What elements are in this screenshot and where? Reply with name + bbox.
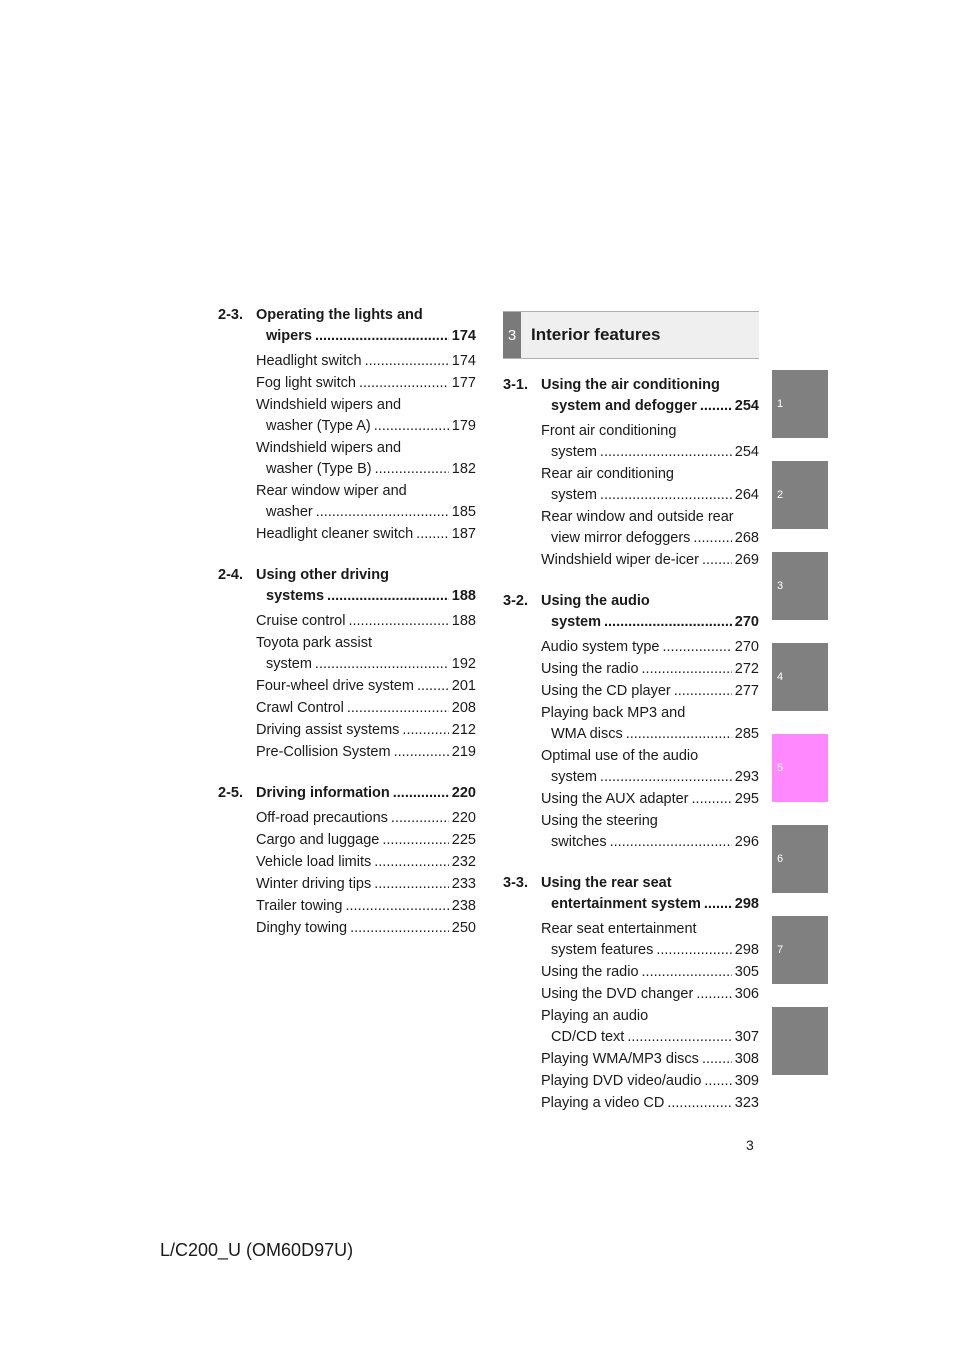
- section-title-cont: entertainment system: [551, 896, 701, 912]
- entry-title: Four-wheel drive system: [256, 678, 414, 694]
- section-heading[interactable]: [218, 783, 476, 804]
- toc-section: [503, 873, 759, 1114]
- toc-entry[interactable]: [218, 896, 476, 917]
- entry-line: [541, 464, 759, 485]
- entry-line: [256, 720, 476, 741]
- toc-entry[interactable]: [218, 481, 476, 523]
- chapter-tab-6[interactable]: 6: [772, 825, 828, 893]
- section-number: 3-2.: [503, 593, 528, 609]
- entry-page: 293: [734, 769, 759, 785]
- entry-line: [256, 808, 476, 829]
- dot-leader: [375, 459, 449, 480]
- toc-section: [218, 783, 476, 939]
- entry-page: 305: [734, 964, 759, 980]
- entry-title-cont: washer (Type B): [266, 461, 372, 477]
- entry-title: Using the radio: [541, 661, 639, 677]
- toc-section: [218, 305, 476, 545]
- section-page: 298: [734, 896, 759, 912]
- dot-leader: [627, 1027, 731, 1048]
- section-title-cont: systems: [266, 588, 325, 604]
- toc-entry[interactable]: [218, 611, 476, 632]
- entry-page: 295: [734, 791, 759, 807]
- entry-page: 179: [451, 418, 476, 434]
- entry-line: [256, 896, 476, 917]
- entry-title: Dinghy towing: [256, 920, 348, 936]
- dot-leader: [382, 830, 448, 851]
- section-page: 270: [734, 614, 759, 630]
- entry-title-cont: system: [551, 769, 597, 785]
- section-heading-line: [218, 326, 476, 347]
- entry-line: [541, 789, 759, 810]
- dot-leader: [316, 502, 449, 523]
- dot-leader: [315, 326, 449, 347]
- chapter-tab-index[interactable]: [772, 1007, 828, 1075]
- dot-leader: [693, 528, 731, 549]
- entry-page: 212: [451, 722, 476, 738]
- entry-line: [256, 502, 476, 523]
- entry-line: [256, 395, 476, 416]
- entry-title: Off-road precautions: [256, 810, 388, 826]
- entry-line: [256, 676, 476, 697]
- chapter-tab-7[interactable]: 7: [772, 916, 828, 984]
- section-title: Using the air conditioning: [541, 377, 720, 393]
- entry-title: Playing a video CD: [541, 1095, 665, 1111]
- toc-entry[interactable]: [503, 746, 759, 788]
- entry-title: Driving assist systems: [256, 722, 400, 738]
- entry-page: 182: [451, 461, 476, 477]
- entry-title: Windshield wipers and: [256, 397, 402, 413]
- toc-entry[interactable]: [218, 676, 476, 697]
- entry-line: [541, 811, 759, 832]
- section-number: 2-3.: [218, 307, 243, 323]
- entry-title-cont: switches: [551, 834, 607, 850]
- toc-entry[interactable]: [503, 1093, 759, 1114]
- section-heading-line: [218, 586, 476, 607]
- section-title-cont: system and defogger: [551, 398, 697, 414]
- toc-entry[interactable]: [503, 464, 759, 506]
- section-title-cont: wipers: [266, 328, 312, 344]
- entry-title: Rear window wiper and: [256, 483, 407, 499]
- section-title: Driving information: [256, 785, 390, 801]
- toc-entry[interactable]: [218, 874, 476, 895]
- entry-title: Rear air conditioning: [541, 466, 674, 482]
- toc-left-column: [218, 305, 476, 959]
- section-heading[interactable]: [218, 565, 476, 607]
- toc-entry[interactable]: [218, 524, 476, 545]
- entry-title: Trailer towing: [256, 898, 343, 914]
- entry-line: [541, 984, 759, 1005]
- section-heading[interactable]: [503, 591, 759, 633]
- dot-leader: [704, 894, 732, 915]
- entry-line: [541, 421, 759, 442]
- section-heading-line: [218, 783, 476, 804]
- toc-entry[interactable]: [218, 438, 476, 480]
- entry-line: [541, 767, 759, 788]
- entry-title: Using the steering: [541, 813, 658, 829]
- dot-leader: [416, 524, 449, 545]
- entry-title: Windshield wipers and: [256, 440, 402, 456]
- toc-entry[interactable]: [218, 698, 476, 719]
- dot-leader: [692, 789, 732, 810]
- section-heading-line: [503, 396, 759, 417]
- entry-line: [541, 1049, 759, 1070]
- entry-page: 264: [734, 487, 759, 503]
- dot-leader: [391, 808, 449, 829]
- chapter-title: Interior features: [531, 325, 661, 344]
- section-title-cont: system: [551, 614, 601, 630]
- section-number: 2-4.: [218, 567, 243, 583]
- dot-leader: [696, 984, 731, 1005]
- section-heading-line: [503, 591, 759, 612]
- toc-entry[interactable]: [218, 373, 476, 394]
- entry-title-cont: WMA discs: [551, 726, 623, 742]
- toc-entry[interactable]: [503, 789, 759, 810]
- toc-entry[interactable]: [218, 633, 476, 675]
- entry-page: 269: [734, 552, 759, 568]
- entry-page: 177: [451, 375, 476, 391]
- entry-line: [256, 416, 476, 437]
- dot-leader: [402, 720, 448, 741]
- section-heading-line: [218, 565, 476, 586]
- entry-line: [256, 742, 476, 763]
- entry-title: Rear window and outside rear: [541, 509, 734, 525]
- toc-entry[interactable]: [503, 919, 759, 961]
- dot-leader: [374, 852, 449, 873]
- dot-leader: [347, 698, 449, 719]
- entry-title: Cruise control: [256, 613, 346, 629]
- toc-entry[interactable]: [218, 852, 476, 873]
- entry-title: Audio system type: [541, 639, 660, 655]
- entry-title: Front air conditioning: [541, 423, 677, 439]
- entry-page: 225: [451, 832, 476, 848]
- entry-line: [541, 637, 759, 658]
- section-heading-line: [218, 305, 476, 326]
- entry-page: 307: [734, 1029, 759, 1045]
- entry-page: 306: [734, 986, 759, 1002]
- entry-line: [541, 550, 759, 571]
- dot-leader: [417, 676, 449, 697]
- dot-leader: [600, 442, 732, 463]
- entry-page: 285: [734, 726, 759, 742]
- entry-page: 188: [451, 613, 476, 629]
- entry-line: [541, 724, 759, 745]
- entry-title-cont: system features: [551, 942, 654, 958]
- toc-section: [218, 565, 476, 763]
- entry-title-cont: washer: [266, 504, 313, 520]
- entry-page: 185: [451, 504, 476, 520]
- section-page: 254: [734, 398, 759, 414]
- entry-line: [541, 1006, 759, 1027]
- entry-page: 272: [734, 661, 759, 677]
- toc-entry[interactable]: [503, 984, 759, 1005]
- entry-title: Cargo and luggage: [256, 832, 380, 848]
- dot-leader: [704, 1071, 731, 1092]
- chapter-tab-3[interactable]: 3: [772, 552, 828, 620]
- entry-title: Winter driving tips: [256, 876, 372, 892]
- entry-line: [256, 654, 476, 675]
- section-number: 2-5.: [218, 785, 243, 801]
- entry-title: Toyota park assist: [256, 635, 373, 651]
- entry-page: 308: [734, 1051, 759, 1067]
- entry-title: Playing DVD video/audio: [541, 1073, 702, 1089]
- toc-entry[interactable]: [503, 962, 759, 983]
- section-title: Using the audio: [541, 593, 650, 609]
- entry-title-cont: view mirror defoggers: [551, 530, 691, 546]
- entry-title: Rear seat entertainment: [541, 921, 697, 937]
- entry-title: Using the AUX adapter: [541, 791, 689, 807]
- entry-title: Using the radio: [541, 964, 639, 980]
- toc-entry[interactable]: [503, 703, 759, 745]
- dot-leader: [374, 874, 449, 895]
- entry-line: [541, 485, 759, 506]
- toc-entry[interactable]: [503, 637, 759, 658]
- entry-title: Headlight cleaner switch: [256, 526, 414, 542]
- entry-title: Headlight switch: [256, 353, 362, 369]
- dot-leader: [674, 681, 732, 702]
- entry-title-cont: system: [551, 487, 597, 503]
- toc-section: [503, 375, 759, 571]
- toc-entry[interactable]: [218, 918, 476, 939]
- dot-leader: [346, 896, 449, 917]
- entry-line: [541, 442, 759, 463]
- dot-leader: [700, 396, 732, 417]
- section-number: 3-3.: [503, 875, 528, 891]
- entry-title: Windshield wiper de-icer: [541, 552, 699, 568]
- entry-page: 254: [734, 444, 759, 460]
- section-page: 174: [451, 328, 476, 344]
- entry-page: 220: [451, 810, 476, 826]
- dot-leader: [600, 767, 732, 788]
- entry-line: [541, 528, 759, 549]
- section-page: 188: [451, 588, 476, 604]
- toc-entry[interactable]: [218, 351, 476, 372]
- entry-page: 268: [734, 530, 759, 546]
- entry-line: [541, 703, 759, 724]
- dot-leader: [393, 783, 449, 804]
- entry-title: Vehicle load limits: [256, 854, 372, 870]
- section-heading-line: [503, 612, 759, 633]
- entry-line: [541, 940, 759, 961]
- section-heading[interactable]: [218, 305, 476, 347]
- toc-entry[interactable]: [218, 808, 476, 829]
- section-heading-line: [503, 873, 759, 894]
- entry-title-cont: CD/CD text: [551, 1029, 625, 1045]
- dot-leader: [610, 832, 732, 853]
- toc-entry[interactable]: [218, 742, 476, 763]
- section-title: Using the rear seat: [541, 875, 672, 891]
- dot-leader: [600, 485, 732, 506]
- dot-leader: [656, 940, 731, 961]
- entry-title: Playing WMA/MP3 discs: [541, 1051, 699, 1067]
- chapter-tab-1[interactable]: 1: [772, 370, 828, 438]
- toc-right-column: [503, 375, 759, 1134]
- entry-page: 219: [451, 744, 476, 760]
- entry-line: [256, 611, 476, 632]
- entry-line: [256, 633, 476, 654]
- section-page: 220: [451, 785, 476, 801]
- entry-title-cont: system: [551, 444, 597, 460]
- entry-title-cont: washer (Type A): [266, 418, 371, 434]
- toc-entry[interactable]: [503, 421, 759, 463]
- toc-entry[interactable]: [503, 507, 759, 549]
- entry-title: Pre-Collision System: [256, 744, 391, 760]
- dot-leader: [350, 918, 449, 939]
- dot-leader: [374, 416, 449, 437]
- section-number: 3-1.: [503, 377, 528, 393]
- dot-leader: [327, 586, 449, 607]
- page-number: 3: [746, 1137, 754, 1153]
- dot-leader: [662, 637, 731, 658]
- toc-entry[interactable]: [503, 1006, 759, 1048]
- section-title: Operating the lights and: [256, 307, 423, 323]
- dot-leader: [394, 742, 449, 763]
- entry-page: 232: [451, 854, 476, 870]
- dot-leader: [702, 550, 732, 571]
- entry-title: Crawl Control: [256, 700, 344, 716]
- dot-leader: [359, 373, 449, 394]
- toc-entry[interactable]: [503, 659, 759, 680]
- chapter-tab-4[interactable]: 4: [772, 643, 828, 711]
- entry-title: Playing an audio: [541, 1008, 649, 1024]
- toc-entry[interactable]: [503, 1049, 759, 1070]
- dot-leader: [702, 1049, 732, 1070]
- entry-page: 238: [451, 898, 476, 914]
- entry-line: [256, 438, 476, 459]
- entry-page: 192: [451, 656, 476, 672]
- entry-line: [256, 830, 476, 851]
- entry-line: [256, 351, 476, 372]
- entry-page: 233: [451, 876, 476, 892]
- entry-line: [541, 507, 759, 528]
- entry-line: [256, 481, 476, 502]
- entry-line: [541, 919, 759, 940]
- chapter-number: 3: [503, 312, 521, 358]
- entry-line: [256, 874, 476, 895]
- dot-leader: [642, 962, 732, 983]
- chapter-tabs: [772, 370, 828, 1098]
- chapter-banner: [503, 311, 759, 359]
- entry-page: 309: [734, 1073, 759, 1089]
- entry-line: [541, 659, 759, 680]
- entry-line: [541, 1071, 759, 1092]
- entry-page: 208: [451, 700, 476, 716]
- entry-title-cont: system: [266, 656, 312, 672]
- dot-leader: [642, 659, 732, 680]
- model-code: L/C200_U (OM60D97U): [160, 1240, 354, 1260]
- dot-leader: [348, 611, 448, 632]
- entry-page: 187: [451, 526, 476, 542]
- entry-line: [541, 962, 759, 983]
- dot-leader: [365, 351, 449, 372]
- entry-line: [256, 918, 476, 939]
- toc-section: [503, 591, 759, 853]
- entry-line: [541, 681, 759, 702]
- entry-line: [541, 746, 759, 767]
- section-title: Using other driving: [256, 567, 389, 583]
- dot-leader: [604, 612, 732, 633]
- section-heading[interactable]: [503, 375, 759, 417]
- toc-entry[interactable]: [218, 830, 476, 851]
- section-heading-line: [503, 375, 759, 396]
- dot-leader: [667, 1093, 731, 1114]
- dot-leader: [315, 654, 449, 675]
- entry-line: [256, 373, 476, 394]
- entry-title: Playing back MP3 and: [541, 705, 686, 721]
- toc-entry[interactable]: [218, 720, 476, 741]
- entry-line: [541, 1093, 759, 1114]
- toc-entry[interactable]: [503, 681, 759, 702]
- entry-line: [256, 852, 476, 873]
- section-heading[interactable]: [503, 873, 759, 915]
- entry-page: 250: [451, 920, 476, 936]
- chapter-tab-5[interactable]: 5: [772, 734, 828, 802]
- entry-page: 174: [451, 353, 476, 369]
- toc-entry[interactable]: [218, 395, 476, 437]
- entry-title: Optimal use of the audio: [541, 748, 699, 764]
- entry-page: 277: [734, 683, 759, 699]
- entry-page: 298: [734, 942, 759, 958]
- entry-page: 296: [734, 834, 759, 850]
- entry-line: [541, 1027, 759, 1048]
- toc-entry[interactable]: [503, 811, 759, 853]
- entry-line: [256, 459, 476, 480]
- entry-page: 323: [734, 1095, 759, 1111]
- entry-title: Using the CD player: [541, 683, 671, 699]
- entry-page: 201: [451, 678, 476, 694]
- entry-line: [256, 698, 476, 719]
- toc-entry[interactable]: [503, 550, 759, 571]
- section-heading-line: [503, 894, 759, 915]
- dot-leader: [626, 724, 732, 745]
- entry-title: Fog light switch: [256, 375, 356, 391]
- entry-line: [541, 832, 759, 853]
- toc-entry[interactable]: [503, 1071, 759, 1092]
- entry-title: Using the DVD changer: [541, 986, 694, 1002]
- entry-line: [256, 524, 476, 545]
- entry-page: 270: [734, 639, 759, 655]
- chapter-tab-2[interactable]: 2: [772, 461, 828, 529]
